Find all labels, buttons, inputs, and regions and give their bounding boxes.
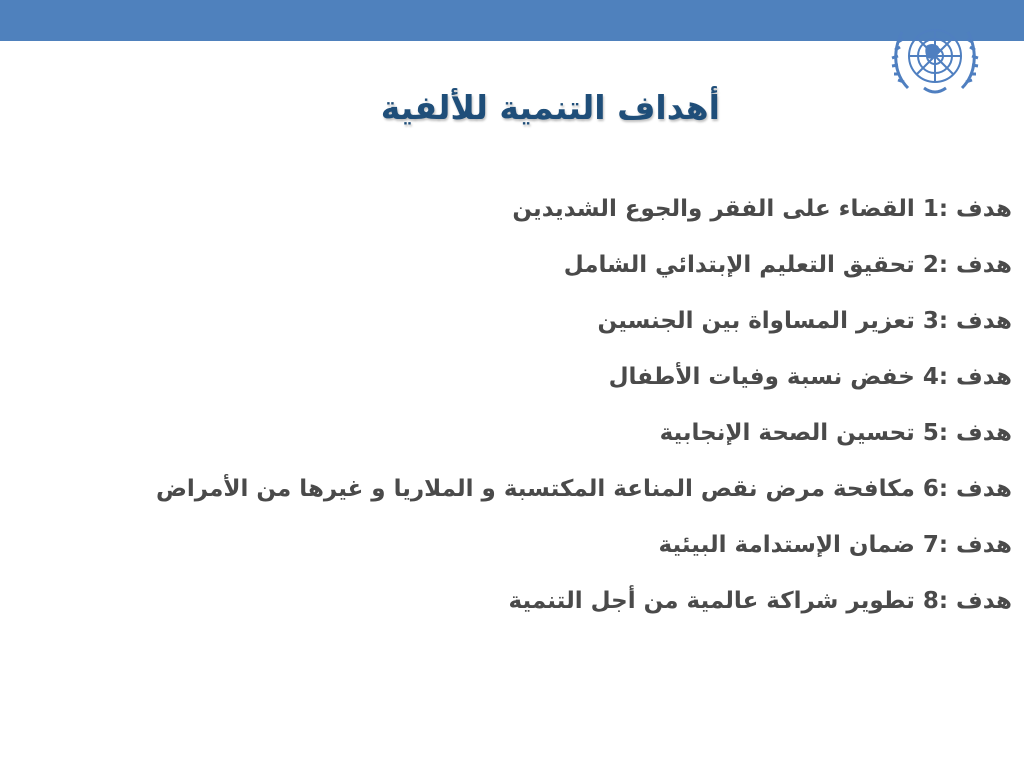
slide-title: أهداف التنمية للألفية <box>380 88 720 127</box>
goal-text: تحسين الصحة الإنجابية <box>659 420 915 446</box>
top-header-band <box>0 0 1024 41</box>
list-item-goal-8 <box>102 584 1012 618</box>
goal-number: 4: <box>922 364 949 390</box>
goal-text: ضمان الإستدامة البيئية <box>658 532 915 558</box>
goal-word: هدف <box>956 364 1012 390</box>
goal-word: هدف <box>956 308 1012 334</box>
goal-number: 7: <box>922 532 949 558</box>
goal-word: هدف <box>956 252 1012 278</box>
goal-text: خفض نسبة وفيات الأطفال <box>608 364 915 390</box>
goal-label <box>923 360 1012 394</box>
goal-number: 6: <box>922 476 949 502</box>
goal-text: تعزير المساواة بين الجنسين <box>597 308 915 334</box>
list-item-goal-3 <box>102 304 1012 338</box>
goals-list <box>102 192 1012 640</box>
goal-word: هدف <box>956 532 1012 558</box>
goal-word: هدف <box>956 588 1012 614</box>
goal-number: 1: <box>922 196 949 222</box>
goal-label <box>923 304 1012 338</box>
goal-text: القضاء على الفقر والجوع الشديدين <box>512 196 915 222</box>
goal-number: 2: <box>922 252 949 278</box>
goal-word: هدف <box>956 420 1012 446</box>
goal-text: تحقيق التعليم الإبتدائي الشامل <box>563 252 915 278</box>
goal-word: هدف <box>956 476 1012 502</box>
goal-number: 8: <box>922 588 949 614</box>
un-emblem-icon <box>886 12 984 100</box>
goal-label <box>923 192 1012 226</box>
list-item-goal-7 <box>102 528 1012 562</box>
list-item-goal-6 <box>102 472 1012 506</box>
goal-number: 5: <box>922 420 949 446</box>
goal-number: 3: <box>922 308 949 334</box>
goal-label <box>923 584 1012 618</box>
goal-label <box>923 528 1012 562</box>
goal-label <box>923 472 1012 506</box>
goal-word: هدف <box>956 196 1012 222</box>
list-item-goal-2 <box>102 248 1012 282</box>
goal-label <box>923 416 1012 450</box>
goal-text: مكافحة مرض نقص المناعة المكتسبة و الملاريا و غيرها من الأمراض <box>155 476 915 502</box>
list-item-goal-5 <box>102 416 1012 450</box>
goal-text: تطوير شراكة عالمية من أجل التنمية <box>508 588 915 614</box>
list-item-goal-1 <box>102 192 1012 226</box>
list-item-goal-4 <box>102 360 1012 394</box>
goal-label <box>923 248 1012 282</box>
